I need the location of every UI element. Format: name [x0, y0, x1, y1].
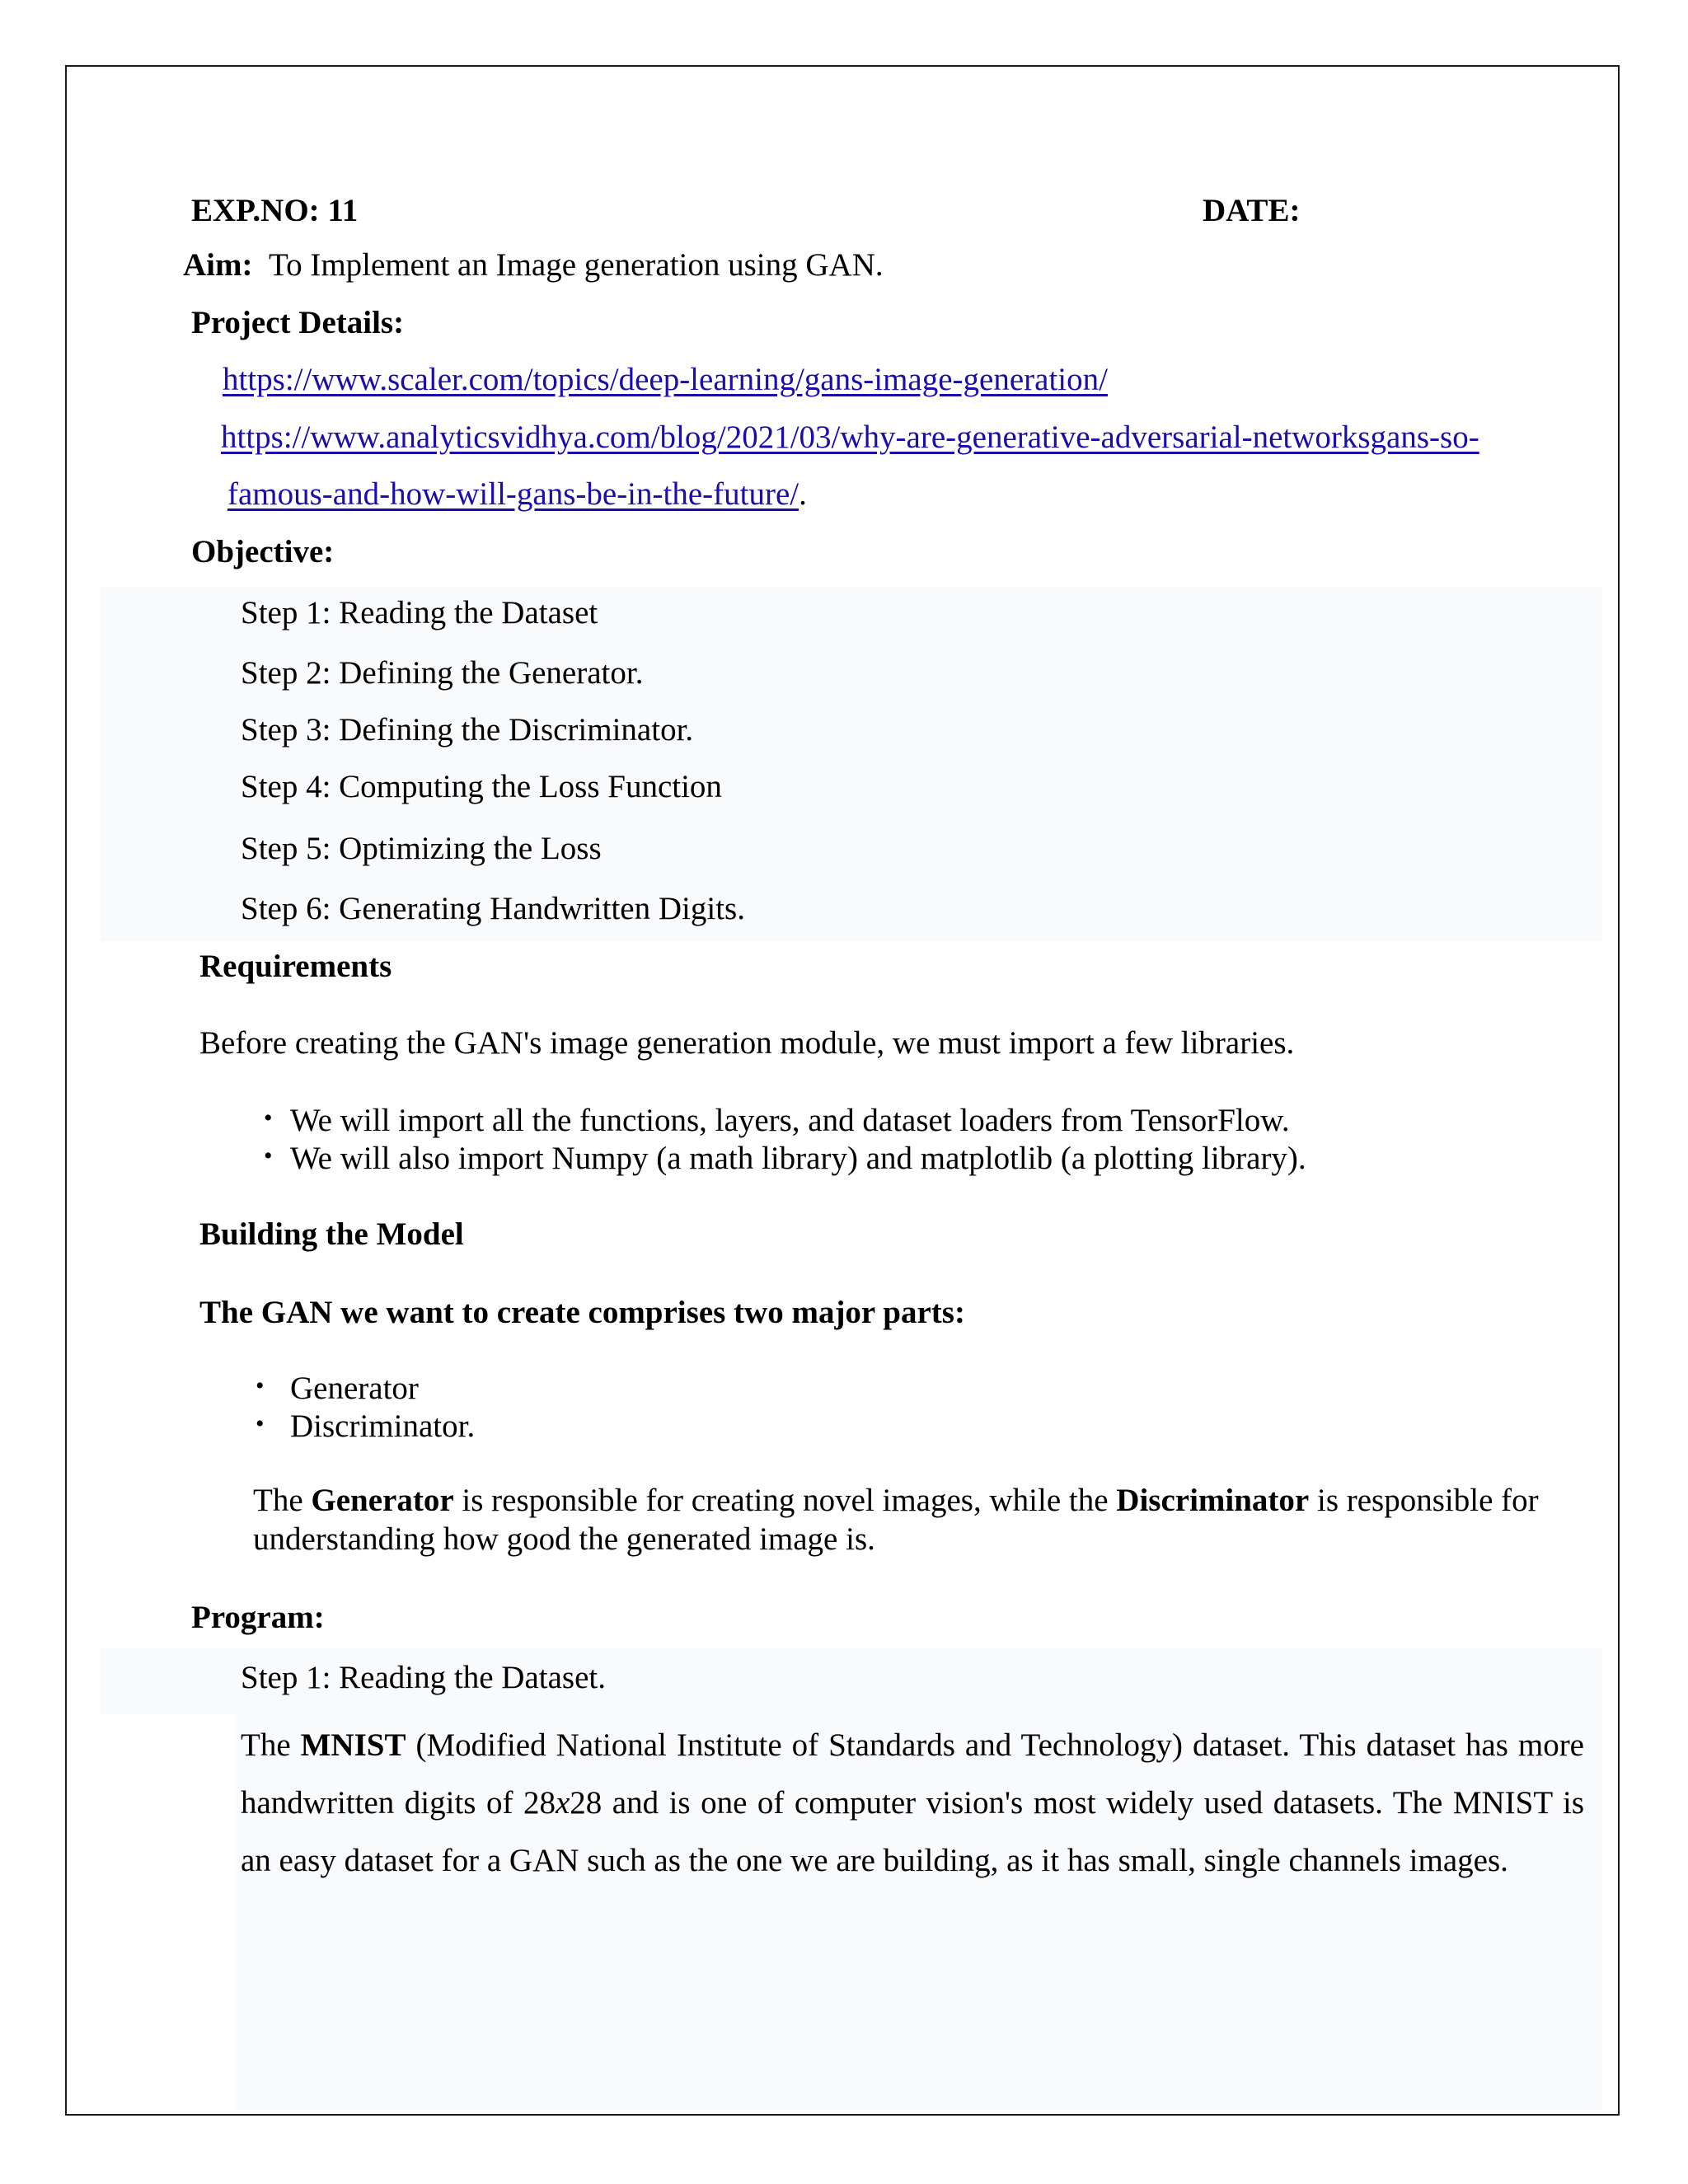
bullet-icon: •	[264, 1142, 273, 1169]
objective-shade	[101, 587, 1602, 941]
para-italic-x: x	[555, 1785, 570, 1821]
requirements-heading: Requirements	[199, 949, 392, 984]
project-details-heading: Project Details:	[191, 305, 405, 340]
part-discriminator: Discriminator.	[290, 1408, 476, 1444]
para-bold-mnist: MNIST	[300, 1727, 406, 1763]
scaler-link[interactable]: https://www.scaler.com/topics/deep-learning/gans-image-generation/	[223, 362, 1108, 397]
analyticsvidhya-link-line2[interactable]: famous-and-how-will-gans-be-in-the-future/	[227, 476, 799, 512]
para-text: The	[253, 1483, 312, 1518]
exp-no: EXP.NO: 11	[191, 193, 359, 228]
analyticsvidhya-link-line1[interactable]: https://www.analyticsvidhya.com/blog/2021/03/why-are-generative-adversarial-networksgans-so-	[221, 419, 1479, 455]
date-label: DATE:	[1203, 193, 1301, 228]
objective-step-1: Step 1: Reading the Dataset	[241, 595, 598, 630]
building-heading: Building the Model	[199, 1216, 464, 1252]
mnist-paragraph	[241, 1717, 1584, 1890]
analyticsvidhya-link-line2-wrap	[227, 478, 807, 510]
objective-step-3: Step 3: Defining the Discriminator.	[241, 712, 694, 748]
para-text: is responsible for creating novel images, while the	[453, 1483, 1117, 1518]
requirements-intro: Before creating the GAN's image generation module, we must import a few libraries.	[199, 1025, 1295, 1061]
program-step-1: Step 1: Reading the Dataset.	[241, 1660, 606, 1695]
para-text: (Modified National Institute of Standards and Technology) dataset. This dataset has more handwritten digits of 28	[241, 1727, 1584, 1821]
para-text: The	[241, 1727, 301, 1763]
generator-discriminator-paragraph	[253, 1481, 1588, 1558]
bullet-icon: •	[256, 1372, 265, 1399]
aim-label: Aim:	[183, 247, 253, 283]
bullet-icon: •	[256, 1410, 265, 1437]
building-subheading: The GAN we want to create comprises two major parts:	[199, 1295, 965, 1330]
objective-step-5: Step 5: Optimizing the Loss	[241, 831, 602, 866]
objective-heading: Objective:	[191, 534, 335, 569]
requirements-bullet-1: We will import all the functions, layers, and dataset loaders from TensorFlow.	[290, 1103, 1290, 1138]
para-bold-discriminator: Discriminator	[1116, 1483, 1310, 1518]
para-text: is responsible for understanding how good the generated image is.	[253, 1483, 1539, 1557]
objective-step-2: Step 2: Defining the Generator.	[241, 655, 644, 691]
aim-line	[183, 249, 884, 281]
requirements-bullet-2: We will also import Numpy (a math library) and matplotlib (a plotting library).	[290, 1141, 1306, 1176]
para-bold-generator: Generator	[311, 1483, 454, 1518]
part-generator: Generator	[290, 1371, 419, 1406]
link-trailing-period: .	[799, 476, 807, 512]
aim-text: To Implement an Image generation using GAN.	[268, 247, 884, 283]
objective-step-4: Step 4: Computing the Loss Function	[241, 769, 722, 804]
objective-step-6: Step 6: Generating Handwritten Digits.	[241, 891, 745, 926]
bullet-icon: •	[264, 1104, 273, 1132]
para-text: 28 and is one of computer vision's most widely used datasets. The MNIST is an easy dataset for a GAN such as the one we are building, as it has small, single channels images.	[241, 1785, 1584, 1878]
program-heading: Program:	[191, 1600, 325, 1635]
